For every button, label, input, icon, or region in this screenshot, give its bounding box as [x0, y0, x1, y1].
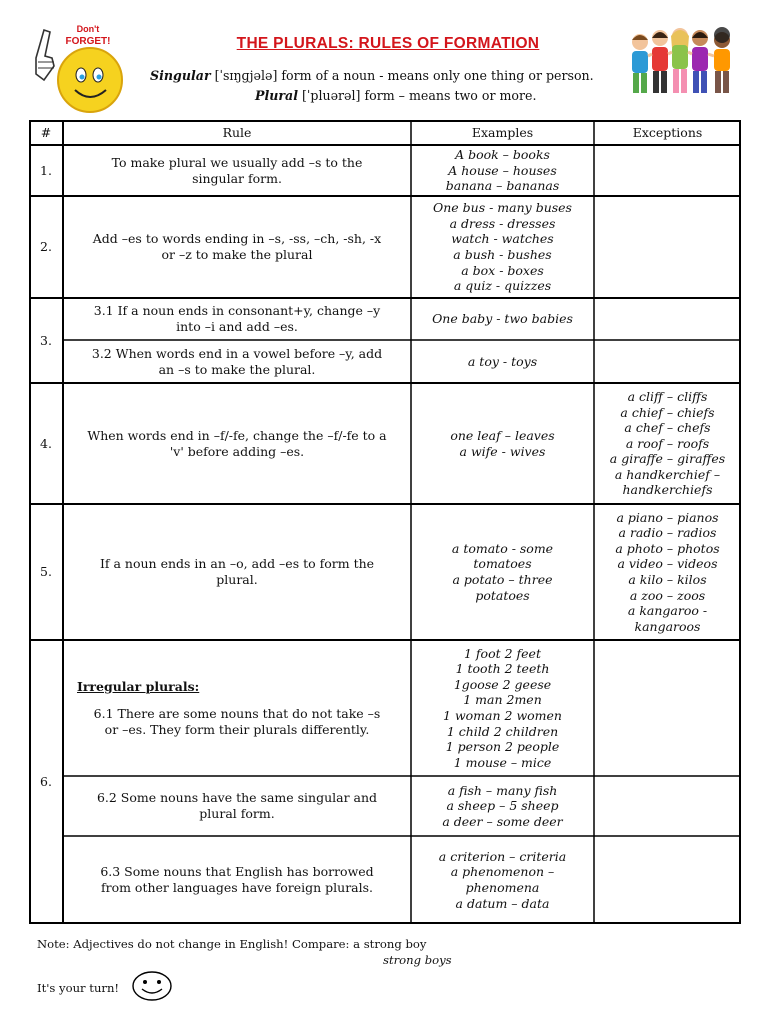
exception-item: a chef – chefs	[624, 420, 711, 436]
rule-6-3-line-2: from other languages have foreign plurals.	[100, 880, 374, 895]
example-item: potatoes	[475, 587, 530, 603]
page-title: THE PLURALS: RULES OF FORMATION	[236, 35, 540, 52]
exception-item: a video – videos	[617, 556, 718, 572]
your-turn-text: It's your turn!	[37, 981, 120, 995]
row-4-examples	[411, 383, 594, 504]
exception-item: a chief – chiefs	[620, 404, 715, 420]
exception-item: a giraffe – giraffes	[609, 451, 726, 467]
sticker-forget: FORGET!	[65, 36, 111, 47]
example-item: a wife - wives	[459, 443, 546, 459]
example-item: One bus - many buses	[433, 200, 572, 216]
exception-item: a kangaroo -	[627, 603, 708, 619]
example-item: a deer – some deer	[442, 813, 563, 829]
header-rule: Rule	[222, 124, 252, 140]
row-6-num: 6.	[40, 774, 52, 790]
adjectives-note-plural: strong boys	[383, 953, 452, 967]
smiley-icon	[131, 970, 173, 1002]
adjectives-note: Note: Adjectives do not change in English! Compare: a strong boy	[37, 937, 427, 951]
row-3-2-examples	[411, 340, 594, 383]
example-item: a toy - toys	[467, 353, 538, 369]
rule-6-1-line-2: or –es. They form their plurals differently.	[104, 721, 370, 737]
example-item: 1 mouse – mice	[453, 754, 552, 770]
header-exceptions: Exceptions	[632, 124, 703, 140]
example-item: phenomena	[465, 880, 540, 895]
row-6-2-rule	[63, 776, 411, 836]
plural-rest: form – means two or more.	[360, 88, 537, 103]
exception-item: kangaroos	[634, 618, 701, 634]
header-examples: Examples	[471, 124, 534, 140]
exception-item: a piano – pianos	[616, 509, 719, 525]
row-5-rule	[63, 504, 411, 640]
exception-item: a photo – photos	[615, 540, 720, 556]
singular-ipa: [ˈsɪŋɡjələ]	[210, 68, 278, 83]
rule-3-2-line-2: an –s to make the plural.	[158, 361, 316, 377]
plurals-rules-table	[29, 120, 741, 924]
rule-5-line-2: plural.	[216, 572, 258, 587]
irregular-plurals-title: Irregular plurals:	[77, 678, 200, 694]
example-item: 1 foot 2 feet	[464, 645, 541, 661]
rule-4-line-1: When words end in –f/-fe, change the –f/-fe to a	[87, 427, 387, 443]
example-item: 1goose 2 geese	[453, 676, 552, 692]
example-item: 1 woman 2 women	[443, 708, 562, 723]
plural-word: Plural	[255, 88, 298, 103]
singular-definition	[150, 68, 594, 83]
row-6-1-rule	[63, 640, 411, 776]
row-5-num: 5.	[40, 564, 52, 580]
exception-item: a cliff – cliffs	[627, 388, 708, 404]
exception-item: a kilo – kilos	[628, 572, 707, 587]
example-item: One baby - two babies	[432, 311, 573, 327]
example-item: banana – bananas	[445, 178, 560, 194]
example-item: a bush - bushes	[453, 247, 552, 262]
exception-item: a zoo – zoos	[629, 587, 706, 603]
row-5-exceptions	[594, 504, 741, 640]
exception-item: handkerchiefs	[622, 482, 713, 498]
example-item: a phenomenon –	[450, 864, 555, 880]
row-2-rule	[63, 196, 411, 298]
example-item: watch - watches	[451, 231, 554, 247]
row-2-num: 2.	[40, 239, 52, 255]
singular-rest: form of a noun - means only one thing or person.	[277, 68, 594, 83]
example-item: one leaf – leaves	[450, 427, 555, 443]
exception-item: a handkerchief –	[614, 466, 721, 482]
sticker-dont: Don't	[76, 24, 100, 34]
rule-2-line-1: Add –es to words ending in –s, -ss, –ch, -sh, -x	[92, 231, 382, 247]
rule-3-1-line-1: 3.1 If a noun ends in consonant+y, change –y	[93, 303, 381, 319]
example-item: a datum – data	[455, 895, 550, 911]
row-4-exceptions	[594, 383, 741, 504]
example-item: 1 person 2 people	[445, 739, 560, 755]
children-illustration	[626, 26, 742, 102]
example-item: a tomato - some	[451, 540, 554, 556]
rule-4-line-2: 'v' before adding –es.	[169, 443, 305, 459]
example-item: a quiz - quizzes	[453, 278, 552, 294]
exception-item: a roof – roofs	[625, 435, 710, 451]
row-1-rule	[63, 145, 411, 196]
example-item: 1 man 2men	[463, 692, 542, 708]
example-item: 1 child 2 children	[446, 723, 559, 739]
rule-2-line-2: or –z to make the plural	[161, 247, 313, 262]
rule-5-line-1: If a noun ends in an –o, add –es to form the	[99, 556, 375, 572]
plural-definition	[255, 88, 536, 103]
rule-1-line-1: To make plural we usually add –s to the	[111, 154, 363, 170]
example-item: a sheep – 5 sheep	[446, 798, 559, 814]
row-4-rule	[63, 383, 411, 504]
rule-6-1-line-1: 6.1 There are some nouns that do not take –s	[93, 706, 381, 722]
row-6-3-examples	[411, 836, 594, 924]
example-item: 1 tooth 2 teeth	[455, 661, 550, 677]
header-num: #	[40, 124, 52, 140]
row-3-1-examples	[411, 298, 594, 340]
page-header	[0, 0, 768, 116]
rule-1-line-2: singular form.	[192, 170, 282, 186]
row-2-examples	[411, 196, 594, 298]
example-item: a fish – many fish	[447, 782, 558, 798]
exception-item: a radio – radios	[618, 525, 717, 541]
example-item: A book – books	[455, 147, 550, 163]
row-1-num: 1.	[40, 162, 52, 178]
rule-3-2-line-1: 3.2 When words end in a vowel before –y, add	[91, 345, 383, 361]
row-6-3-rule	[63, 836, 411, 924]
rule-6-2-line-1: 6.2 Some nouns have the same singular and	[96, 790, 378, 806]
row-4-num: 4.	[40, 435, 52, 451]
rule-6-2-line-2: plural form.	[199, 806, 275, 821]
row-3-1-rule	[63, 298, 411, 340]
example-item: a criterion – criteria	[438, 848, 567, 864]
row-6-1-examples	[411, 640, 594, 776]
row-3-num: 3.	[40, 332, 52, 348]
row-5-examples	[411, 504, 594, 640]
example-item: A house – houses	[448, 162, 557, 178]
row-3-2-rule	[63, 340, 411, 383]
example-item: a box - boxes	[461, 262, 544, 278]
singular-word: Singular	[150, 68, 211, 83]
example-item: a dress - dresses	[449, 215, 556, 231]
example-item: a potato – three	[452, 572, 553, 587]
example-item: tomatoes	[473, 556, 532, 572]
rule-3-1-line-2: into –i and add –es.	[176, 319, 298, 334]
plural-ipa: [ˈpluərəl]	[298, 88, 361, 103]
row-1-examples	[411, 145, 594, 196]
row-6-2-examples	[411, 776, 594, 836]
rule-6-3-line-1: 6.3 Some nouns that English has borrowed	[100, 864, 374, 880]
